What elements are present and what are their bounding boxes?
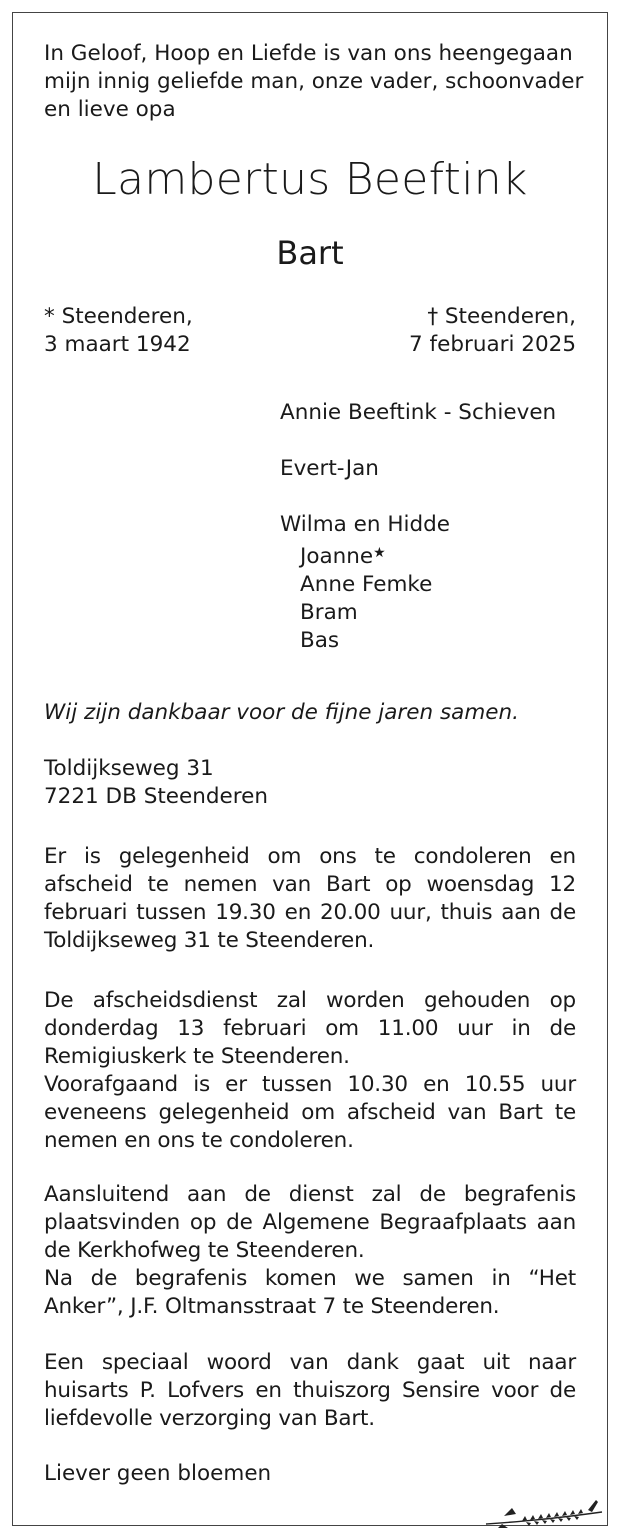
sprig-ornament-icon (484, 1498, 604, 1530)
gathering-text: Na de begrafenis komen we samen in “Het Anker”, J.F. Oltmansstraat 7 te Steenderen. (44, 1266, 576, 1319)
death-date: 7 februari 2025 (409, 332, 576, 357)
grandchild: Anne Femke (300, 572, 433, 597)
star-icon: ★ (373, 545, 386, 561)
deceased-name: Lambertus Beeftink (92, 154, 528, 205)
condolence-paragraph: Er is gelegenheid om ons te condoleren en afscheid te nemen van Bart op woensdag 12 februari tussen 19.30 en 20.00 uur, thuis aan de Toldijkseweg 31 te Steenderen. (44, 844, 576, 953)
child: Evert-Jan (280, 456, 379, 481)
burial-paragraph (44, 1181, 576, 1321)
child: Wilma en Hidde (280, 512, 451, 537)
grandchild: Bas (300, 628, 340, 653)
address-city: 7221 DB Steenderen (44, 784, 268, 809)
intro-text (44, 40, 584, 124)
thanks-paragraph: Een speciaal woord van dank gaat uit naar huisarts P. Lofvers en thuiszorg Sensire voor de liefdevolle verzorging van Bart. (44, 1350, 576, 1431)
address-street: Toldijkseweg 31 (44, 756, 214, 781)
no-flowers-line: Liever geen bloemen (44, 1461, 272, 1486)
intro-line: In Geloof, Hoop en Liefde is van ons heengegaan (44, 41, 573, 66)
service-paragraph (44, 987, 576, 1155)
birth-place: * Steenderen, (44, 304, 193, 329)
family-list (280, 399, 556, 655)
death-place: † Steenderen, (427, 304, 576, 329)
grandchild: Bram (300, 600, 358, 625)
nickname: Bart (276, 234, 344, 272)
intro-line: mijn innig geliefde man, onze vader, schoonvader (44, 69, 584, 94)
intro-line: en lieve opa (44, 97, 176, 122)
birth-date: 3 maart 1942 (44, 332, 191, 357)
burial-text: Aansluitend aan de dienst zal de begrafenis plaatsvinden op de Algemene Begraafplaats aan de Kerkhofweg te Steenderen. (44, 1182, 576, 1263)
thanks-line: Wij zijn dankbaar voor de fijne jaren samen. (44, 700, 519, 725)
address (44, 755, 268, 811)
viewing-text: Voorafgaand is er tussen 10.30 en 10.55 uur eveneens gelegenheid om afscheid van Bart te nemen en ons te condoleren. (44, 1072, 576, 1153)
grandchild (280, 539, 556, 571)
birth-info (44, 303, 193, 359)
spouse: Annie Beeftink - Schieven (280, 400, 557, 425)
service-text: De afscheidsdienst zal worden gehouden op donderdag 13 februari om 11.00 uur in de Remigiuskerk te Steenderen. (44, 988, 576, 1069)
death-info (409, 303, 576, 359)
grandchild-name: Joanne (300, 544, 374, 569)
